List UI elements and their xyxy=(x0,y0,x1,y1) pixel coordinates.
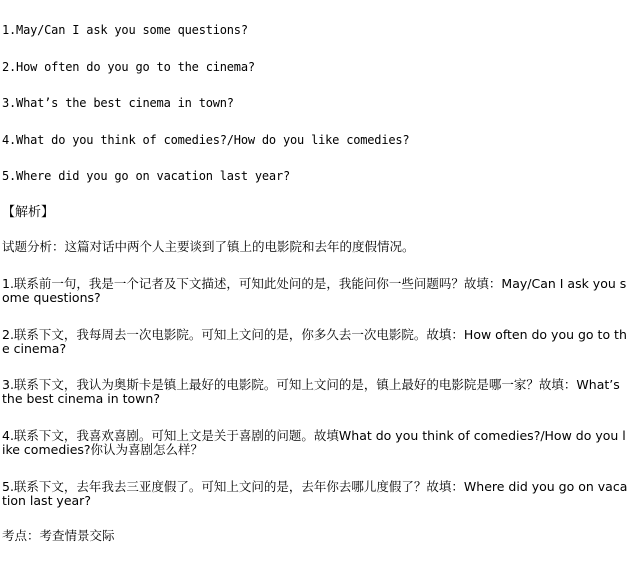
answer-5: 5.Where did you go on vacation last year? xyxy=(2,169,291,183)
answer-3: 3.What’s the best cinema in town? xyxy=(2,96,234,110)
explanation-4: 4.联系下文，我喜欢喜剧。可知上文是关于喜剧的问题。故填What do you think of comedies?/How do you like comedies?你认为喜剧怎么样？ xyxy=(2,428,626,457)
answer-2: 2.How often do you go to the cinema? xyxy=(2,60,255,74)
answer-4: 4.What do you think of comedies?/How do you like comedies? xyxy=(2,133,410,147)
answer-1: 1.May/Can I ask you some questions? xyxy=(2,23,248,37)
explanation-5: 5.联系下文，去年我去三亚度假了。可知上文问的是，去年你去哪儿度假了？故填：Where did you go on vacation last year? xyxy=(2,479,628,508)
analysis-summary: 试题分析：这篇对话中两个人主要谈到了镇上的电影院和去年的度假情况。 xyxy=(2,239,415,254)
explanation-2: 2.联系下文，我每周去一次电影院。可知上文问的是，你多久去一次电影院。故填：How often do you go to the cinema? xyxy=(2,327,627,356)
analysis-heading: 【解析】 xyxy=(2,205,55,220)
key-point: 考点：考查情景交际 xyxy=(2,528,115,543)
explanation-1: 1.联系前一句，我是一个记者及下文描述，可知此处问的是，我能问你一些问题吗？故填：May/Can I ask you some questions? xyxy=(2,276,627,305)
explanation-3: 3.联系下文，我认为奥斯卡是镇上最好的电影院。可知上文问的是，镇上最好的电影院是哪一家？故填：What’s the best cinema in town? xyxy=(2,377,620,406)
